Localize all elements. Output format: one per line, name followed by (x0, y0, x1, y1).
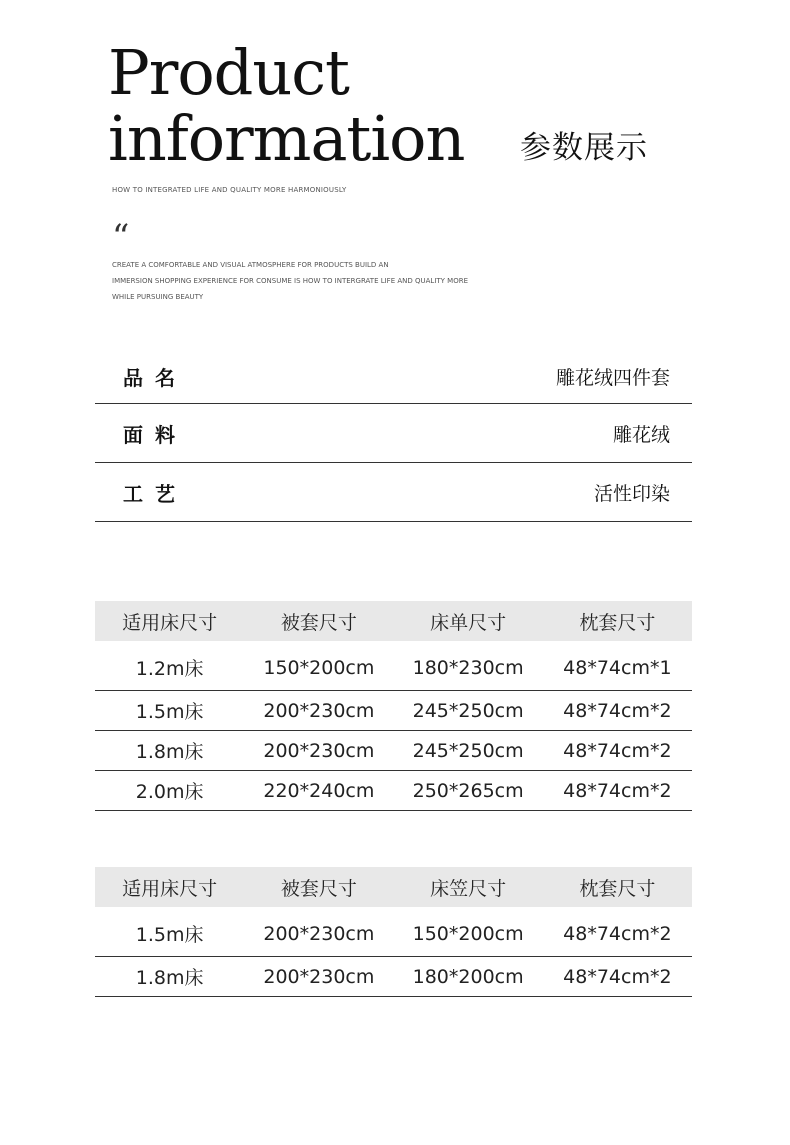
info-row-fabric (95, 404, 692, 463)
page-title (108, 36, 465, 175)
table-cell: 48*74cm*2 (543, 731, 692, 771)
table-row (95, 641, 692, 691)
table-cell: 150*200cm (244, 641, 393, 691)
table-cell: 1.8m床 (95, 957, 244, 997)
table-header-row (95, 601, 692, 641)
table-header: 被套尺寸 (244, 867, 393, 907)
quote-line: IMMERSION SHOPPING EXPERIENCE FOR CONSUME IS HOW TO INTERGRATE LIFE AND QUALITY MORE (112, 277, 468, 285)
table-cell: 48*74cm*2 (543, 907, 692, 957)
title-line-1: Product (108, 36, 349, 109)
table-header: 被套尺寸 (244, 601, 393, 641)
table-cell: 1.8m床 (95, 731, 244, 771)
table-cell: 200*230cm (244, 907, 393, 957)
info-value: 活性印染 (593, 482, 670, 505)
info-value: 雕花绒四件套 (555, 367, 670, 389)
table-header-row (95, 867, 692, 907)
table-cell: 48*74cm*2 (543, 771, 692, 811)
table-header: 床笠尺寸 (394, 867, 543, 907)
table-cell: 250*265cm (394, 771, 543, 811)
table-row (95, 771, 692, 811)
info-row-craft (95, 463, 692, 522)
info-label: 工艺 (123, 481, 187, 506)
product-info-list (95, 350, 692, 522)
table-cell: 1.5m床 (95, 691, 244, 731)
table-cell: 200*230cm (244, 731, 393, 771)
table-cell: 2.0m床 (95, 771, 244, 811)
table-cell: 48*74cm*2 (543, 957, 692, 997)
info-value: 雕花绒 (612, 423, 670, 446)
table-cell: 245*250cm (394, 731, 543, 771)
size-table-sheet (95, 601, 692, 811)
quote-line: WHILE PURSUING BEAUTY (112, 293, 204, 301)
table-row (95, 731, 692, 771)
quote-line: CREATE A COMFORTABLE AND VISUAL ATMOSPHERE FOR PRODUCTS BUILD AN (112, 261, 389, 269)
info-label: 面料 (123, 422, 187, 447)
quote-icon: “ (112, 217, 130, 257)
table-cell: 1.2m床 (95, 641, 244, 691)
table-row (95, 907, 692, 957)
table-row (95, 691, 692, 731)
table-header: 枕套尺寸 (543, 867, 692, 907)
title-line-2: information (108, 102, 465, 175)
table-header: 床单尺寸 (394, 601, 543, 641)
size-table-fitted (95, 867, 692, 997)
info-label: 品名 (123, 366, 187, 390)
table-cell: 48*74cm*1 (543, 641, 692, 691)
table-cell: 200*230cm (244, 691, 393, 731)
table-row (95, 957, 692, 997)
table-cell: 200*230cm (244, 957, 393, 997)
table-cell: 245*250cm (394, 691, 543, 731)
table-cell: 150*200cm (394, 907, 543, 957)
table-header: 适用床尺寸 (95, 601, 244, 641)
table-cell: 180*230cm (394, 641, 543, 691)
table-cell: 220*240cm (244, 771, 393, 811)
table-cell: 1.5m床 (95, 907, 244, 957)
info-row-name (95, 350, 692, 404)
tagline: HOW TO INTEGRATED LIFE AND QUALITY MORE HARMONIOUSLY (112, 186, 347, 194)
table-header: 枕套尺寸 (543, 601, 692, 641)
table-header: 适用床尺寸 (95, 867, 244, 907)
chinese-title: 参数展示 (520, 130, 648, 166)
table-cell: 180*200cm (394, 957, 543, 997)
quote-text (112, 257, 512, 305)
table-cell: 48*74cm*2 (543, 691, 692, 731)
